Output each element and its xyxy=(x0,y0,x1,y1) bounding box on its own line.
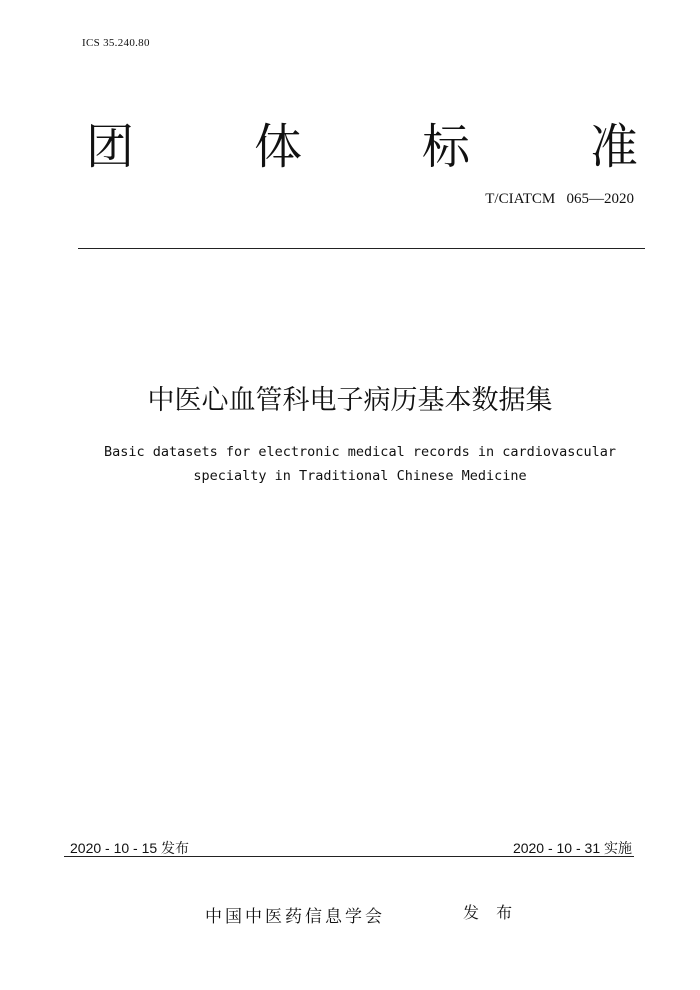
ics-code: ICS 35.240.80 xyxy=(82,37,150,49)
title-en-line: Basic datasets for electronic medical records in cardiovascular xyxy=(103,444,617,460)
publish-date: 2020 - 10 - 15 发布 xyxy=(70,840,190,856)
standard-type-heading xyxy=(86,112,638,182)
title-en-line: specialty in Traditional Chinese Medicine xyxy=(193,468,527,484)
standard-type-char: 标 xyxy=(421,119,470,175)
standard-type-char: 团 xyxy=(86,119,135,175)
standard-code: T/CIATCM 065—2020 xyxy=(485,191,634,207)
publisher-name: 中国中医药信息学会 xyxy=(205,907,385,927)
footer-divider xyxy=(64,856,634,857)
document-title-en xyxy=(60,440,660,488)
publish-label: 发 布 xyxy=(463,903,519,922)
standard-type-char: 准 xyxy=(589,119,638,175)
document-title-zh: 中医心血管科电子病历基本数据集 xyxy=(147,385,553,416)
standard-type-char: 体 xyxy=(253,119,302,175)
implementation-date: 2020 - 10 - 31 实施 xyxy=(512,840,632,856)
header-divider xyxy=(78,248,645,249)
